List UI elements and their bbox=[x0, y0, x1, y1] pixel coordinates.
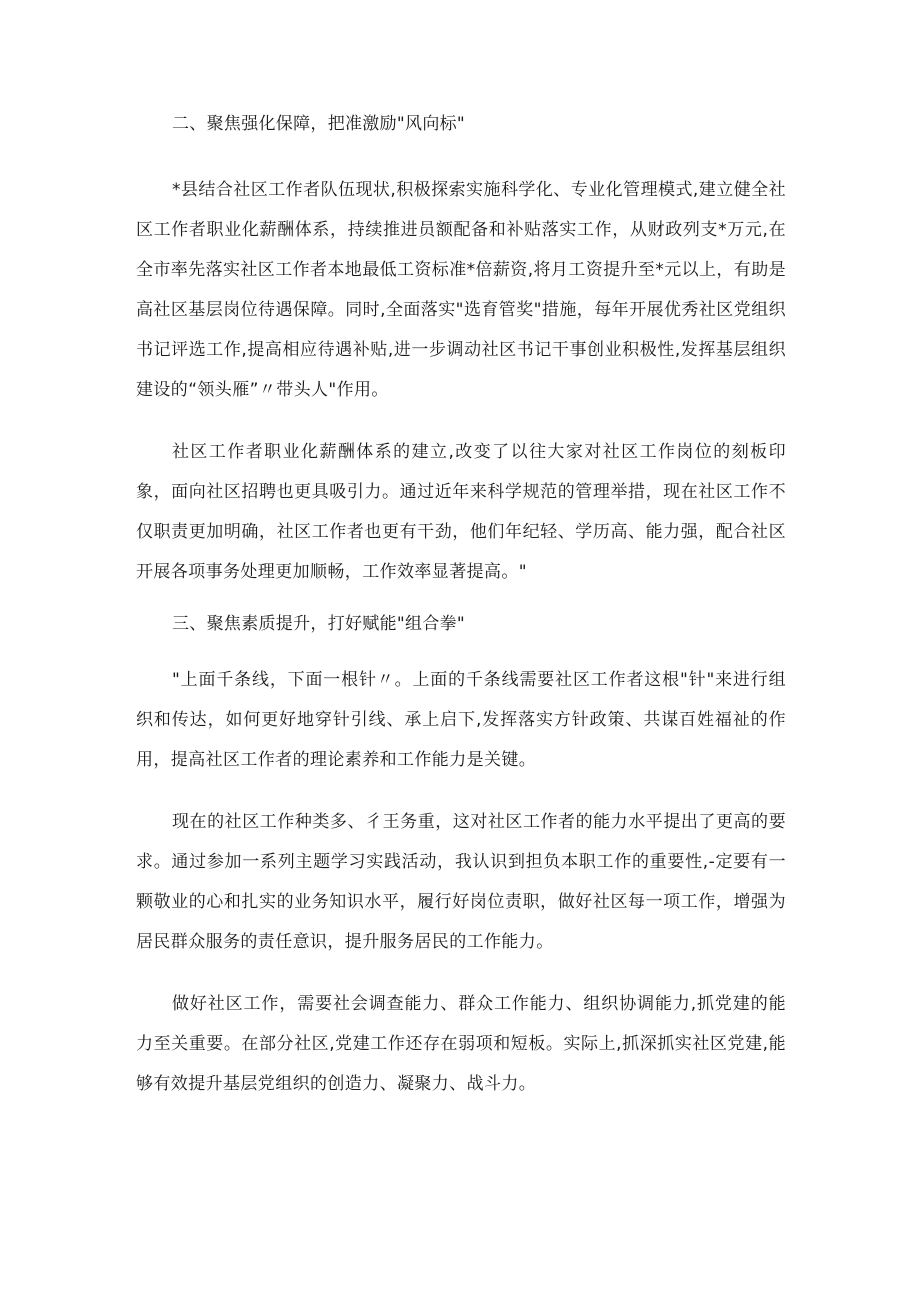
paragraph: 做好社区工作，需要社会调查能力、群众工作能力、组织协调能力,抓党建的能力至关重要。在部分社区,党建工作还存在弱项和短板。实际上,抓深抓实社区党建,能够有效提升基层党组织的创造力、凝聚力、战斗力。 bbox=[136, 994, 786, 1094]
document-body bbox=[136, 114, 786, 1104]
paragraph: 现在的社区工作种类多、彳王务重，这对社区工作者的能力水平提出了更高的要求。通过参加一系列主题学习实践活动，我认识到担负本职工作的重要性,-定要有一颗敬业的心和扎实的业务知识水平，履行好岗位责职，做好社区每一项工作，增强为居民群众服务的责任意识，提升服务居民的工作能力。 bbox=[136, 812, 786, 952]
paragraph: 社区工作者职业化薪酬体系的建立,改变了以往大家对社区工作岗位的刻板印象，面向社区招聘也更具吸引力。通过近年来科学规范的管理举措，现在社区工作不仅职责更加明确，社区工作者也更有干劲，他们年纪轻、学历高、能力强，配合社区开展各项事务处理更加顺畅，工作效率显著提高。" bbox=[136, 442, 786, 582]
section-heading-2: 二、聚焦强化保障，把准激励"风向标" bbox=[172, 114, 466, 134]
paragraph: "上面千条线，下面一根针〃。上面的千条线需要社区工作者这根"针"来进行组织和传达，如何更好地穿针引线、承上启下,发挥落实方针政策、共谋百姓福祉的作用，提高社区工作者的理论素养和工作能力是关键。 bbox=[136, 670, 786, 770]
paragraph: *县结合社区工作者队伍现状,积极探索实施科学化、专业化管理模式,建立健全社区工作者职业化薪酬体系，持续推进员额配备和补贴落实工作，从财政列支*万元,在全市率先落实社区工作者本地最低工资标准*倍薪资,将月工资提升至*元以上，有助是高社区基层岗位待遇保障。同时,全面落实"选育管奖"措施，每年开展优秀社区党组织书记评选工作,提高相应待遇补贴,进一步调动社区书记干事创业积极性,发挥基层组织建设的“领头雁”〃带头人"作用。 bbox=[136, 180, 787, 400]
section-heading-3: 三、聚焦素质提升，打好赋能"组合拳" bbox=[172, 614, 466, 634]
